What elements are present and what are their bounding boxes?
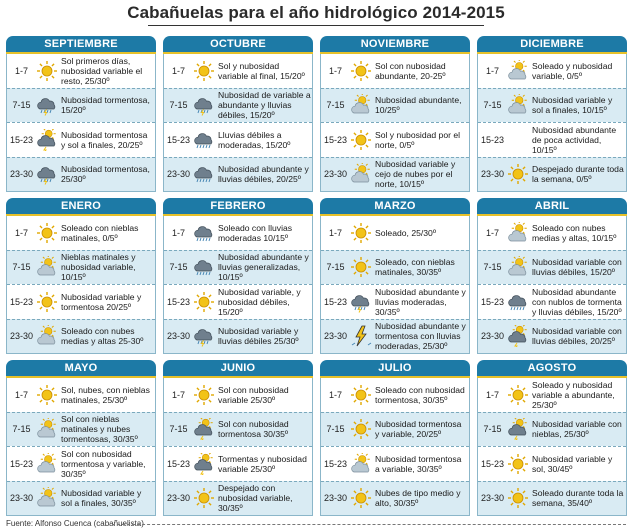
forecast-row	[478, 412, 626, 447]
day-range: 1-7	[485, 227, 499, 238]
forecast-text: Nubosidad variable y sol a finales, 30/35º	[61, 488, 142, 509]
storm-cloud-icon	[36, 163, 58, 185]
month-card	[477, 198, 627, 354]
forecast-row	[478, 88, 626, 123]
forecast-text: Soleado con nubes medias y altas, 10/15º	[532, 222, 617, 243]
day-range: 23-30	[9, 169, 34, 180]
forecast-row	[478, 481, 626, 516]
day-range: 23-30	[9, 493, 34, 504]
forecast-row	[321, 122, 469, 157]
forecast-rows	[6, 54, 156, 192]
forecast-text: Soleado y nubosidad variable, 0/5º	[532, 60, 613, 81]
forecast-row	[7, 446, 155, 481]
forecast-text: Nubosidad abundante y lluvias débiles, 20/25º	[218, 164, 309, 185]
sun-icon	[350, 129, 372, 151]
storm-cloud-icon	[193, 94, 215, 116]
sun-icon	[36, 60, 58, 82]
rain-cloud-icon	[193, 222, 215, 244]
month-header: SEPTIEMBRE	[6, 36, 156, 54]
forecast-row	[478, 157, 626, 192]
forecast-row	[321, 88, 469, 123]
forecast-text: Sol con nubosidad tormentosa 30/35º	[218, 419, 289, 440]
day-range: 15-23	[323, 296, 348, 307]
month-card	[6, 360, 156, 516]
day-range: 23-30	[323, 331, 348, 342]
forecast-row	[321, 216, 469, 250]
forecast-rows	[477, 216, 627, 354]
forecast-row	[7, 216, 155, 250]
forecast-row	[7, 122, 155, 157]
forecast-text: Nubosidad variable y cejo de nubes por el norte, 10/15º	[375, 159, 456, 190]
cloud-sun-icon	[36, 325, 58, 347]
sun-icon	[350, 60, 372, 82]
forecast-text: Sol con nubosidad variable 25/30º	[218, 384, 289, 405]
forecast-text: Soleado, con nieblas matinales, 30/35º	[375, 257, 455, 278]
forecast-text: Nubosidad tormentosa, 15/20º	[61, 95, 150, 116]
forecast-text: Nubosidad variable con lluvias débiles, 20/25º	[532, 326, 622, 347]
cloud-sun-icon	[36, 487, 58, 509]
forecast-text: Nubosidad variable con lluvias débiles, 15/20º	[532, 257, 622, 278]
sun-icon	[350, 487, 372, 509]
day-range: 1-7	[328, 389, 342, 400]
forecast-row	[321, 157, 469, 192]
forecast-text: Nubosidad de variable a abundante y lluvias débiles, 15/20º	[218, 90, 311, 121]
sun-storm-icon	[507, 418, 529, 440]
forecast-rows	[163, 378, 313, 516]
day-range: 1-7	[14, 65, 28, 76]
forecast-row	[478, 54, 626, 88]
day-range: 15-23	[480, 296, 505, 307]
day-range: 1-7	[328, 227, 342, 238]
sun-icon	[507, 487, 529, 509]
forecast-text: Soleado con nubes medias y altas 25-30º	[61, 326, 144, 347]
forecast-row	[164, 319, 312, 354]
forecast-row	[321, 446, 469, 481]
sun-icon	[350, 418, 372, 440]
forecast-text: Sol con nubosidad abundante, 20-25º	[375, 60, 446, 81]
storm-cloud-icon	[350, 291, 372, 313]
forecast-rows	[477, 54, 627, 192]
day-range: 15-23	[166, 458, 191, 469]
forecast-row	[478, 216, 626, 250]
month-card	[6, 36, 156, 192]
forecast-rows	[163, 216, 313, 354]
forecast-text: Soleado, 25/30º	[375, 227, 436, 238]
sun-storm-icon	[193, 418, 215, 440]
month-card	[320, 198, 470, 354]
cloud-sun-icon	[350, 94, 372, 116]
month-header: ENERO	[6, 198, 156, 216]
forecast-row	[478, 122, 626, 157]
forecast-row	[164, 216, 312, 250]
day-range: 23-30	[9, 331, 34, 342]
sun-icon	[193, 291, 215, 313]
forecast-row	[7, 157, 155, 192]
storm-cloud-icon	[36, 94, 58, 116]
forecast-row	[7, 88, 155, 123]
forecast-row	[478, 284, 626, 319]
lightning-icon	[350, 325, 372, 347]
day-range: 15-23	[480, 458, 505, 469]
sun-icon	[36, 222, 58, 244]
cloud-sun-icon	[507, 60, 529, 82]
forecast-text: Despejado con nubosidad variable, 30/35º	[218, 483, 293, 514]
cloud-sun-icon	[507, 256, 529, 278]
forecast-text: Soleado con lluvias moderadas 10/15º	[218, 222, 293, 243]
sun-icon	[507, 163, 529, 185]
forecast-text: Soleado con nubosidad tormentosa, 30/35º	[375, 384, 465, 405]
forecast-text: Nubosidad variable con nieblas, 25/30º	[532, 419, 622, 440]
rain-cloud-icon	[507, 291, 529, 313]
forecast-row	[321, 54, 469, 88]
month-card	[320, 360, 470, 516]
forecast-rows	[320, 378, 470, 516]
month-header: JULIO	[320, 360, 470, 378]
month-header: AGOSTO	[477, 360, 627, 378]
month-card	[477, 360, 627, 516]
forecast-rows	[163, 54, 313, 192]
forecast-row	[7, 378, 155, 412]
month-header: JUNIO	[163, 360, 313, 378]
day-range: 7-15	[326, 100, 345, 111]
forecast-text: Nubosidad abundante, 10/25º	[375, 95, 462, 116]
forecast-text: Sol con nieblas matinales y nubes tormentosas, 30/35º	[61, 414, 138, 445]
day-range: 7-15	[169, 424, 188, 435]
day-range: 1-7	[485, 389, 499, 400]
sun-storm-icon	[36, 129, 58, 151]
forecast-row	[7, 481, 155, 516]
day-range: 23-30	[480, 493, 505, 504]
forecast-row	[164, 412, 312, 447]
month-header: ABRIL	[477, 198, 627, 216]
forecast-row	[478, 319, 626, 354]
forecast-text: Nubosidad abundante y lluvias generalizadas, 10/15º	[218, 252, 309, 283]
forecast-row	[321, 319, 469, 354]
page-title: Cabañuelas para el año hidrológico 2014-2015	[127, 3, 505, 22]
forecast-row	[321, 412, 469, 447]
day-range: 1-7	[14, 227, 28, 238]
forecast-text: Sol, nubes, con nieblas matinales, 25/30º	[61, 384, 150, 405]
forecast-rows	[320, 54, 470, 192]
day-range: 15-23	[323, 134, 348, 145]
sun-storm-icon	[193, 453, 215, 475]
forecast-text: Nubosidad tormentosa a variable, 30/35º	[375, 453, 462, 474]
forecast-rows	[6, 216, 156, 354]
day-range: 7-15	[12, 424, 31, 435]
day-range: 7-15	[483, 100, 502, 111]
month-card	[163, 360, 313, 516]
forecast-row	[164, 54, 312, 88]
sun-icon	[350, 384, 372, 406]
forecast-row	[164, 378, 312, 412]
cloud-sun-icon	[350, 453, 372, 475]
forecast-row	[321, 378, 469, 412]
forecast-rows	[477, 378, 627, 516]
day-range: 23-30	[166, 493, 191, 504]
rain-cloud-icon	[193, 163, 215, 185]
forecast-row	[478, 378, 626, 412]
forecast-text: Nubosidad abundante con nublos de tormenta y lluvias débiles, 15/20º	[532, 286, 622, 317]
empty-icon-slot	[507, 129, 529, 151]
day-range: 1-7	[171, 227, 185, 238]
sun-icon	[193, 384, 215, 406]
forecast-text: Lluvias débiles a moderadas, 15/20º	[218, 129, 291, 150]
forecast-text: Sol y nubosidad por el norte, 0/5º	[375, 129, 461, 150]
forecast-rows	[320, 216, 470, 354]
day-range: 15-23	[9, 134, 34, 145]
source-divider	[112, 524, 626, 525]
forecast-row	[164, 284, 312, 319]
forecast-row	[478, 446, 626, 481]
cloud-sun-icon	[507, 222, 529, 244]
day-range: 15-23	[323, 458, 348, 469]
forecast-text: Nubosidad tormentosa, 25/30º	[61, 164, 150, 185]
forecast-text: Sol con nubosidad tormentosa y variable, 30/35º	[61, 448, 146, 479]
forecast-row	[7, 284, 155, 319]
day-range: 1-7	[14, 389, 28, 400]
day-range: 15-23	[9, 296, 34, 307]
day-range: 1-7	[485, 65, 499, 76]
forecast-text: Soleado con nieblas matinales, 0/5º	[61, 222, 139, 243]
forecast-row	[164, 446, 312, 481]
day-range: 15-23	[9, 458, 34, 469]
day-range: 23-30	[323, 493, 348, 504]
day-range: 23-30	[166, 169, 191, 180]
day-range: 7-15	[483, 262, 502, 273]
day-range: 7-15	[326, 424, 345, 435]
forecast-text: Sol y nubosidad variable al final, 15/20º	[218, 60, 305, 81]
forecast-row	[164, 88, 312, 123]
day-range: 15-23	[166, 296, 191, 307]
month-card	[163, 36, 313, 192]
cloud-sun-icon	[36, 256, 58, 278]
day-range: 7-15	[169, 262, 188, 273]
forecast-row	[7, 250, 155, 285]
sun-icon	[193, 487, 215, 509]
storm-cloud-icon	[193, 325, 215, 347]
forecast-text: Nubosidad tormentosa y variable, 20/25º	[375, 419, 462, 440]
forecast-text: Nubes de tipo medio y alto, 30/35º	[375, 488, 461, 509]
day-range: 15-23	[480, 134, 505, 145]
day-range: 7-15	[483, 424, 502, 435]
month-header: MAYO	[6, 360, 156, 378]
day-range: 23-30	[166, 331, 191, 342]
forecast-row	[7, 319, 155, 354]
month-card	[320, 36, 470, 192]
forecast-row	[164, 122, 312, 157]
month-card	[6, 198, 156, 354]
sun-icon	[507, 453, 529, 475]
source-credit: Fuente: Alfonso Cuenca (cabañuelista)	[6, 519, 144, 528]
title-underline	[148, 25, 484, 26]
day-range: 23-30	[480, 169, 505, 180]
sun-icon	[193, 60, 215, 82]
day-range: 15-23	[166, 134, 191, 145]
forecast-row	[164, 157, 312, 192]
forecast-text: Nubosidad tormentosa y sol a finales, 20/25º	[61, 129, 148, 150]
sun-icon	[350, 256, 372, 278]
day-range: 23-30	[480, 331, 505, 342]
month-header: FEBRERO	[163, 198, 313, 216]
forecast-text: Nubosidad variable y lluvias débiles 25/30º	[218, 326, 299, 347]
month-card	[163, 198, 313, 354]
forecast-text: Nubosidad variable, y nubosidad débiles, 15/20º	[218, 286, 301, 317]
forecast-text: Tormentas y nubosidad variable 25/30º	[218, 453, 307, 474]
day-range: 7-15	[12, 100, 31, 111]
day-range: 7-15	[12, 262, 31, 273]
month-card	[477, 36, 627, 192]
months-grid	[6, 36, 628, 516]
forecast-text: Nieblas matinales y nubosidad variable, 10/15º	[61, 252, 136, 283]
sun-storm-icon	[507, 325, 529, 347]
day-range: 7-15	[326, 262, 345, 273]
sun-icon	[350, 222, 372, 244]
forecast-row	[7, 54, 155, 88]
forecast-text: Nubosidad abundante y lluvias moderadas, 30/35º	[375, 286, 466, 317]
cloud-sun-icon	[350, 163, 372, 185]
month-header: MARZO	[320, 198, 470, 216]
sun-icon	[36, 384, 58, 406]
month-header: NOVIEMBRE	[320, 36, 470, 54]
forecast-row	[321, 250, 469, 285]
sun-icon	[36, 291, 58, 313]
forecast-text: Nubosidad abundante de poca actividad, 10/15º	[532, 124, 617, 155]
forecast-row	[164, 250, 312, 285]
forecast-text: Soleado durante toda la semana, 35/40º	[532, 488, 624, 509]
forecast-row	[478, 250, 626, 285]
forecast-row	[7, 412, 155, 447]
day-range: 23-30	[323, 169, 348, 180]
day-range: 7-15	[169, 100, 188, 111]
day-range: 1-7	[171, 65, 185, 76]
cloud-sun-icon	[507, 94, 529, 116]
forecast-text: Nubosidad variable y sol a finales, 10/15º	[532, 95, 613, 116]
month-header: DICIEMBRE	[477, 36, 627, 54]
rain-cloud-icon	[193, 129, 215, 151]
month-header: OCTUBRE	[163, 36, 313, 54]
forecast-text: Despejado durante toda la semana, 0/5º	[532, 164, 624, 185]
rain-cloud-icon	[193, 256, 215, 278]
sun-icon	[507, 384, 529, 406]
forecast-row	[321, 481, 469, 516]
forecast-row	[321, 284, 469, 319]
day-range: 1-7	[171, 389, 185, 400]
forecast-row	[164, 481, 312, 516]
cloud-sun-icon	[36, 418, 58, 440]
forecast-text: Nubosidad variable y sol, 30/45º	[532, 453, 613, 474]
forecast-text: Nubosidad variable y tormentosa 20/25º	[61, 291, 142, 312]
day-range: 1-7	[328, 65, 342, 76]
forecast-text: Nubosidad abundante y tormentosa con lluvias moderadas, 25/30º	[375, 321, 466, 352]
forecast-text: Sol primeros días, nubosidad variable el resto, 25/30º	[61, 55, 143, 86]
cloud-sun-icon	[36, 453, 58, 475]
forecast-rows	[6, 378, 156, 516]
forecast-text: Soleado y nubosidad variable a abundante, 25/30º	[532, 379, 615, 410]
